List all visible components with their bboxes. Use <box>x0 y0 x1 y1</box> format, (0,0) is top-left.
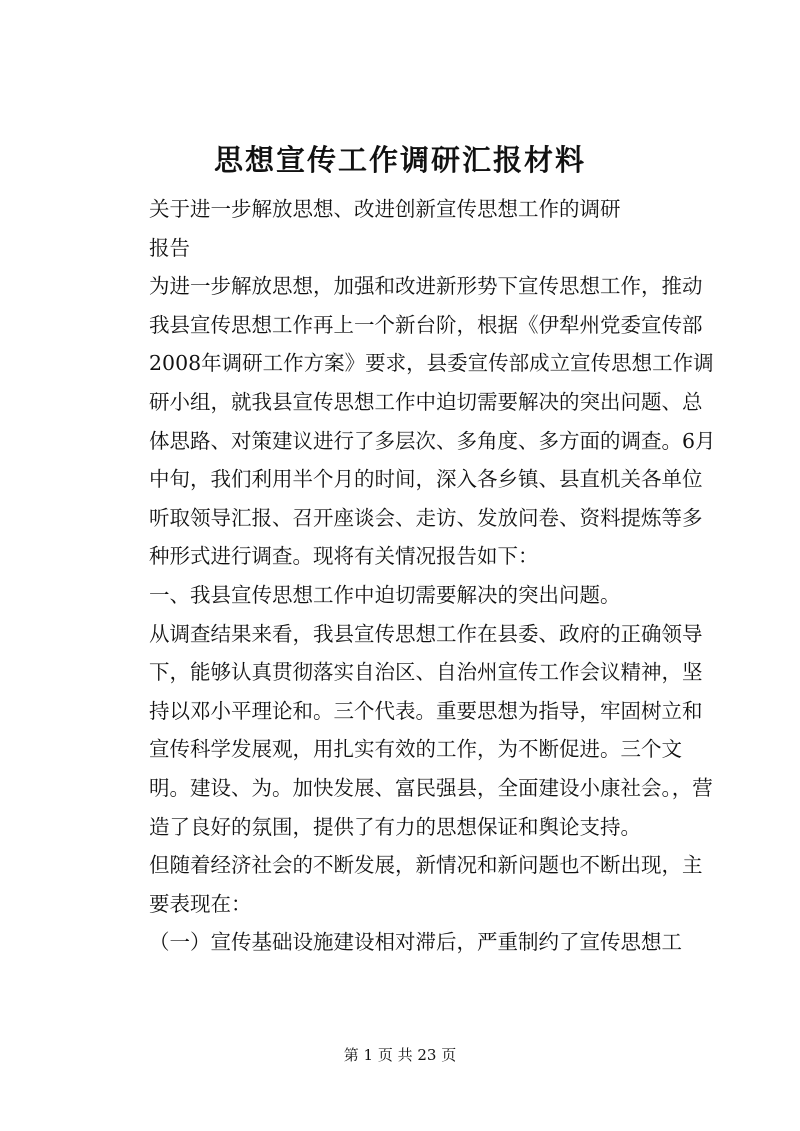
document-body <box>108 190 718 962</box>
issue-item-1: （一）宣传基础设施建设相对滞后，严重制约了宣传思想工 <box>149 930 682 955</box>
findings-paragraph: 从调查结果来看，我县宣传思想工作在县委、政府的正确领导下，能够认真贯彻落实自治区、自治州宣传工作会议精神，坚持以邓小平理论和。三个代表。重要思想为指导，牢固树立和宣传科学发展观，用扎实有效的工作，为不断促进。三个文明。建设、为。加快发展、富民强县，全面建设小康社会。，营造了良好的氛围，提供了有力的思想保证和舆论支持。 <box>149 621 713 839</box>
report-subtitle-line-1: 关于进一步解放思想、改进创新宣传思想工作的调研 <box>149 197 621 221</box>
page-number-footer: 第 1 页 共 23 页 <box>343 1046 457 1064</box>
report-subtitle-line-2: 报告 <box>149 235 190 260</box>
document-title: 思想宣传工作调研汇报材料 <box>213 143 586 177</box>
section-heading-1: 一、我县宣传思想工作中迫切需要解决的突出问题。 <box>149 582 621 607</box>
issues-intro-paragraph: 但随着经济社会的不断发展，新情况和新问题也不断出现，主要表现在： <box>149 853 703 916</box>
intro-paragraph: 为进一步解放思想，加强和改进新形势下宣传思想工作，推动我县宣传思想工作再上一个新台阶，根据《伊犁州党委宣传部2008年调研工作方案》要求，县委宣传部成立宣传思想工作调研小组，就我县宣传思想工作中迫切需要解决的突出问题、总体思路、对策建议进行了多层次、多角度、多方面的调查。6月中旬，我们利用半个月的时间，深入各乡镇、县直机关各单位听取领导汇报、召开座谈会、走访、发放问卷、资料提炼等多种形式进行调查。现将有关情况报告如下： <box>149 274 716 569</box>
